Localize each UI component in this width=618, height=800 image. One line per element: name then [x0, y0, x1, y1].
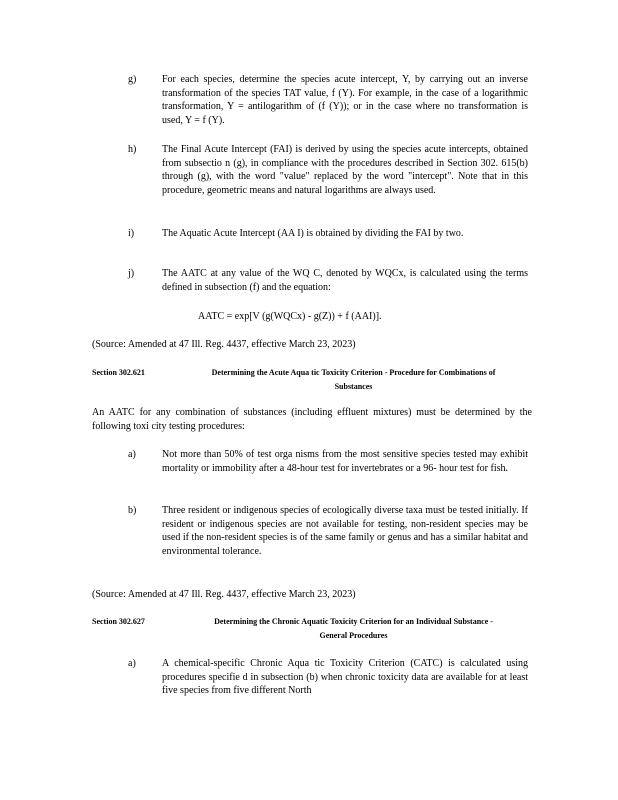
section-title: Determining the Acute Aqua tic Toxicity Criterion - Procedure for Combinations of Substances [211, 368, 496, 391]
source-note: (Source: Amended at 47 Ill. Reg. 4437, effective March 23, 2023) [92, 339, 356, 350]
section-intro: An AATC for any combination of substances (including effluent mixtures) must be determined by the following toxi city testing procedures: [92, 407, 532, 432]
item-label: i) [128, 228, 135, 239]
item-text: For each species, determine the species acute intercept, Y, by carrying out an inverse transformation of the species TAT value, f (Y). For example, in the case of a logarithmic transformation, Y = antilogarithm of (f (Y)); or in the case where no transformation is used, Y = f (Y). [162, 74, 528, 126]
item-text: Not more than 50% of test orga nisms from the most sensitive species tested may exhibit mortality or immobility after a 48-hour test for invertebrates or a 96- hour test for fish. [162, 449, 528, 474]
item-text: The AATC at any value of the WQ C, denoted by WQCx, is calculated using the terms defined in subsection (f) and the equation: [162, 268, 528, 293]
item-label: g) [128, 74, 137, 85]
item-label: a) [128, 449, 136, 460]
section-title: Determining the Chronic Aquatic Toxicity Criterion for an Individual Substance - General Procedures [214, 617, 493, 640]
item-text: The Aquatic Acute Intercept (AA I) is obtained by dividing the FAI by two. [162, 228, 464, 239]
item-label: h) [128, 144, 137, 155]
item-label: j) [128, 268, 135, 279]
source-note: (Source: Amended at 47 Ill. Reg. 4437, effective March 23, 2023) [92, 589, 356, 600]
section-number: Section 302.621 [92, 368, 145, 377]
aatc-equation: AATC = exp[V (g(WQCx) - g(Z)) + f (AAI)]. [198, 311, 382, 322]
section-number: Section 302.627 [92, 617, 145, 626]
item-text: Three resident or indigenous species of ecologically diverse taxa must be tested initially. If resident or indigenous species are not available for testing, non-resident species may be used if the non-resident species is of the same family or genus and has a similar habitat and environmental tolerance. [162, 505, 528, 557]
item-text: A chemical-specific Chronic Aqua tic Toxicity Criterion (CATC) is calculated using procedures specifie d in subsection (b) when chronic toxicity data are available for at least five species from five different North [162, 658, 528, 697]
item-label: b) [128, 505, 137, 516]
item-label: a) [128, 658, 136, 669]
item-text: The Final Acute Intercept (FAI) is derived by using the species acute intercepts, obtained from subsectio n (g), in compliance with the procedures described in Section 302. 615(b) through (g), with the word "value" replaced by the word "intercept". Note that in this procedure, geometric means and natural logarithms are always used. [162, 144, 528, 196]
